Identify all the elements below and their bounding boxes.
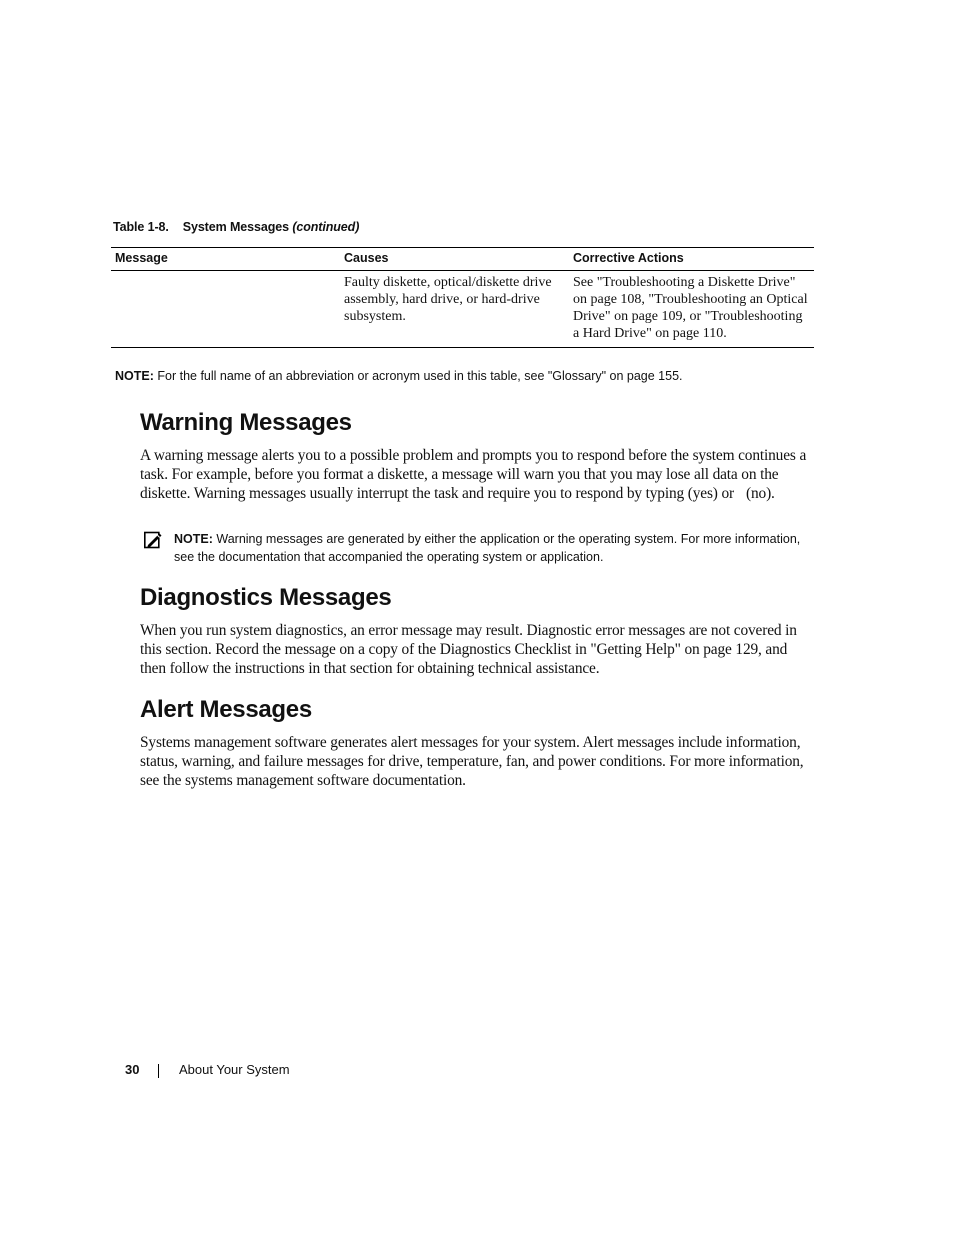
- table-row: [111, 271, 814, 348]
- warning-messages-heading: Warning Messages: [140, 409, 352, 436]
- cell-message: [111, 271, 340, 348]
- column-header-actions: Corrective Actions: [569, 248, 814, 271]
- warning-note: [174, 530, 814, 566]
- footer-divider: [158, 1064, 159, 1078]
- table-caption-title: System Messages: [182, 220, 289, 234]
- warning-messages-paragraph: [140, 446, 814, 503]
- pencil-note-icon: [144, 531, 162, 549]
- column-header-causes: Causes: [340, 248, 569, 271]
- alert-messages-heading: Alert Messages: [140, 696, 312, 723]
- alert-messages-paragraph: Systems management software generates alert messages for your system. Alert messages include information, status, warning, and failure messages for drive, temperature, fan, and power conditions. For more information, see the systems management software documentation.: [140, 734, 804, 789]
- table-note: [115, 369, 683, 383]
- table-note-label: NOTE:: [115, 369, 154, 383]
- cell-actions: See "Troubleshooting a Diskette Drive" on page 108, "Troubleshooting an Optical Drive" on page 109, or "Troubleshooting a Hard Drive" on page 110.: [569, 271, 814, 348]
- column-header-message: Message: [111, 248, 340, 271]
- footer-section-title: About Your System: [179, 1062, 290, 1077]
- table-note-text: For the full name of an abbreviation or acronym used in this table, see "Glossary" on page 155.: [157, 369, 683, 383]
- warning-note-label: NOTE:: [174, 532, 213, 546]
- cell-causes: Faulty diskette, optical/diskette drive assembly, hard drive, or hard-drive subsystem.: [340, 271, 569, 348]
- diagnostics-messages-paragraph: When you run system diagnostics, an error message may result. Diagnostic error messages are not covered in this section. Record the message on a copy of the Diagnostics Checklist in "Getting Help" on page 129, and then follow the instructions in that section for obtaining technical assistance.: [140, 622, 797, 677]
- warning-body-end: (no).: [746, 485, 775, 502]
- table-caption-label: Table 1-8.: [113, 220, 169, 234]
- diagnostics-messages-heading: Diagnostics Messages: [140, 584, 392, 611]
- warning-note-text: Warning messages are generated by either the application or the operating system. For more information, see the documentation that accompanied the operating system or application.: [174, 532, 801, 564]
- table-caption: [113, 220, 359, 234]
- page-number: 30: [125, 1062, 140, 1077]
- warning-body-main: A warning message alerts you to a possible problem and prompts you to respond before the system continues a task. For example, before you format a diskette, a message will warn you that you may lose all data on the diskette. Warning messages usually interrupt the task and require you to respond by typing (yes) or: [140, 447, 807, 502]
- table-caption-suffix: (continued): [292, 220, 360, 234]
- system-messages-table: [111, 247, 814, 348]
- table-header-row: [111, 248, 814, 271]
